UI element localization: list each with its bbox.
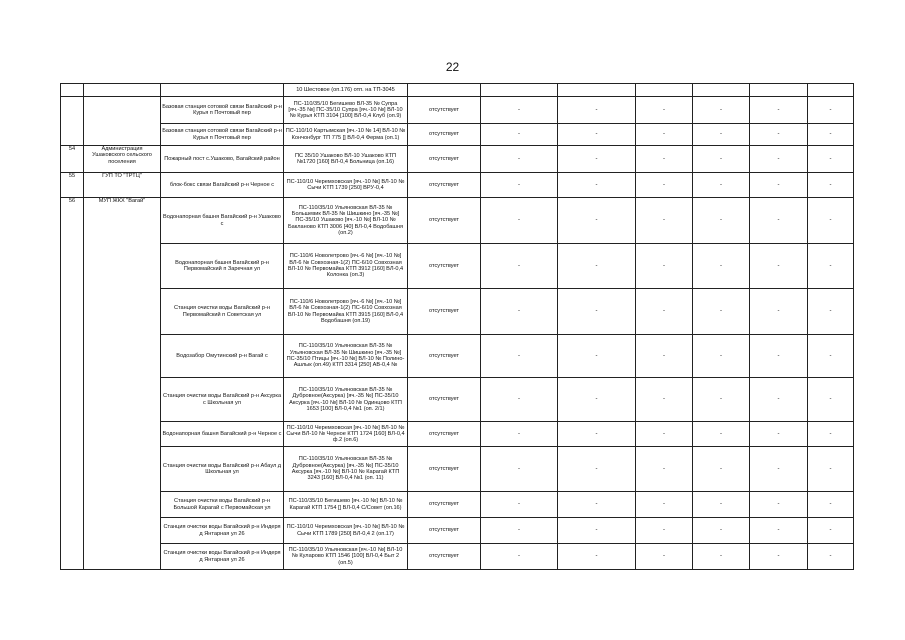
table-row bbox=[61, 289, 854, 335]
value-cell: - bbox=[481, 378, 558, 422]
value-cell: - bbox=[558, 378, 636, 422]
organization-cell bbox=[84, 84, 161, 97]
value-cell: - bbox=[808, 173, 854, 198]
object-cell: Станция очистки воды Вагайский р-н Большой Карагай с Первомайская ул bbox=[161, 492, 284, 518]
route-cell: ПС-110/10 Картымская [яч.-10 № 14] ВЛ-10 № Кончонбург ТП 775 [] ВЛ-0,4 Ферма (оп.1) bbox=[284, 124, 408, 146]
route-cell: 10 Шестовое (оп.176) отп. на ТП-3045 bbox=[284, 84, 408, 97]
organization-cell bbox=[84, 97, 161, 146]
value-cell: - bbox=[750, 146, 808, 173]
value-cell: - bbox=[808, 447, 854, 492]
page-number: 22 bbox=[445, 60, 460, 74]
data-table bbox=[60, 83, 854, 570]
status-cell: отсутствует bbox=[408, 289, 481, 335]
value-cell: - bbox=[558, 198, 636, 244]
table-row bbox=[61, 146, 854, 173]
row-number: 54 bbox=[61, 146, 84, 173]
value-cell: - bbox=[636, 97, 693, 124]
status-cell: отсутствует bbox=[408, 244, 481, 289]
table-row bbox=[61, 422, 854, 447]
value-cell: - bbox=[750, 544, 808, 570]
value-cell: - bbox=[636, 173, 693, 198]
route-cell: ПС-110/35/10 Ульяновская [яч.-10 №] ВЛ-10 № Куларово КТП 1546 [100] ВЛ-0,4 Быт 2 (оп.5) bbox=[284, 544, 408, 570]
status-cell: отсутствует bbox=[408, 146, 481, 173]
value-cell: - bbox=[481, 492, 558, 518]
value-cell: - bbox=[750, 518, 808, 544]
value-cell: - bbox=[481, 198, 558, 244]
value-cell: - bbox=[481, 124, 558, 146]
table-row bbox=[61, 378, 854, 422]
object-cell: Станция очистки воды Вагайский р-н Индеря д Янтарная ул 26 bbox=[161, 544, 284, 570]
value-cell: - bbox=[750, 173, 808, 198]
status-cell: отсутствует bbox=[408, 518, 481, 544]
status-cell: отсутствует bbox=[408, 447, 481, 492]
value-cell: - bbox=[558, 289, 636, 335]
object-cell: Станция очистки воды Вагайский р-н Аксурка с Школьная ул bbox=[161, 378, 284, 422]
value-cell: - bbox=[558, 124, 636, 146]
value-cell: - bbox=[808, 146, 854, 173]
object-cell: Водонапорная башня Вагайский р-н Ушаково с bbox=[161, 198, 284, 244]
table-row bbox=[61, 335, 854, 378]
status-cell: отсутствует bbox=[408, 173, 481, 198]
value-cell: - bbox=[636, 198, 693, 244]
value-cell: - bbox=[636, 422, 693, 447]
value-cell: - bbox=[481, 97, 558, 124]
value-cell: - bbox=[693, 289, 750, 335]
object-cell: Базовая станция сотовой связи Вагайский р-н Курья п Почтовый пер bbox=[161, 124, 284, 146]
value-cell bbox=[481, 84, 558, 97]
value-cell bbox=[636, 84, 693, 97]
value-cell bbox=[750, 84, 808, 97]
value-cell: - bbox=[750, 244, 808, 289]
row-number bbox=[61, 84, 84, 97]
route-cell: ПС-110/35/10 Ульяновская ВЛ-35 № Ульяновская ВЛ-35 № Шишкино [яч.-35 №] ПС-35/10 Птицы [яч.-10 №] ВЛ-10 № Полино-Ашлык (оп.49) КТП 3314 [250] АВ-0,4 № bbox=[284, 335, 408, 378]
value-cell: - bbox=[558, 244, 636, 289]
status-cell: отсутствует bbox=[408, 492, 481, 518]
value-cell: - bbox=[558, 422, 636, 447]
value-cell: - bbox=[750, 198, 808, 244]
organization-cell: Администрация Ушаковского сельского поселения bbox=[84, 146, 161, 173]
route-cell: ПС-110/6 Новолетрово [яч.-6 №] [яч.-10 №] ВЛ-6 № Совхозная-1(2) ПС-6/10 Совхозная ВЛ-10 № Первомайка КТП 3915 [160] ВЛ-0,4 Водобашня (оп.19) bbox=[284, 289, 408, 335]
value-cell: - bbox=[750, 289, 808, 335]
value-cell: - bbox=[693, 146, 750, 173]
value-cell: - bbox=[750, 335, 808, 378]
value-cell: - bbox=[558, 173, 636, 198]
value-cell: - bbox=[636, 244, 693, 289]
value-cell: - bbox=[636, 124, 693, 146]
value-cell: - bbox=[636, 335, 693, 378]
value-cell: - bbox=[808, 518, 854, 544]
value-cell: - bbox=[481, 544, 558, 570]
value-cell: - bbox=[750, 97, 808, 124]
status-cell bbox=[408, 84, 481, 97]
value-cell: - bbox=[636, 492, 693, 518]
value-cell: - bbox=[808, 335, 854, 378]
value-cell: - bbox=[808, 124, 854, 146]
value-cell: - bbox=[481, 173, 558, 198]
value-cell: - bbox=[693, 124, 750, 146]
route-cell: ПС-110/35/10 Ульяновская ВЛ-35 № Большевик ВЛ-35 № Шишкино [яч.-35 №] ПС-35/10 Ушаково [яч.-10 №] ВЛ-10 № Бакланово КТП 3006 [40] ВЛ-0,4 Водобашня (оп.2) bbox=[284, 198, 408, 244]
value-cell: - bbox=[808, 289, 854, 335]
value-cell: - bbox=[558, 447, 636, 492]
value-cell: - bbox=[558, 518, 636, 544]
object-cell: Базовая станция сотовой связи Вагайский р-н Курья п Почтовый пер bbox=[161, 97, 284, 124]
value-cell: - bbox=[481, 422, 558, 447]
status-cell: отсутствует bbox=[408, 378, 481, 422]
value-cell: - bbox=[808, 422, 854, 447]
value-cell: - bbox=[636, 378, 693, 422]
value-cell: - bbox=[750, 447, 808, 492]
value-cell: - bbox=[750, 492, 808, 518]
row-number: 55 bbox=[61, 173, 84, 198]
object-cell: Пожарный пост с.Ушаково, Вагайский район bbox=[161, 146, 284, 173]
object-cell: Станция очистки воды Вагайский р-н Абаул д Школьная ул bbox=[161, 447, 284, 492]
value-cell: - bbox=[481, 244, 558, 289]
table-row bbox=[61, 124, 854, 146]
value-cell: - bbox=[808, 97, 854, 124]
value-cell: - bbox=[481, 289, 558, 335]
table-row bbox=[61, 97, 854, 124]
value-cell: - bbox=[693, 335, 750, 378]
route-cell: ПС-110/35/10 Бегишево [яч.-10 №] ВЛ-10 № Карагай КТП 1754 [] ВЛ-0,4 С/Совет (оп.16) bbox=[284, 492, 408, 518]
value-cell bbox=[808, 84, 854, 97]
route-cell: ПС-110/35/10 Ульяновская ВЛ-35 № Дубровное(Аксурка) [яч.-35 №] ПС-35/10 Аксурка [яч.-10 №] ВЛ-10 № Карагай КТП 3243 [160] ВЛ-0,4 №1 (оп. 11) bbox=[284, 447, 408, 492]
value-cell: - bbox=[558, 544, 636, 570]
value-cell: - bbox=[636, 544, 693, 570]
value-cell: - bbox=[636, 447, 693, 492]
value-cell: - bbox=[750, 422, 808, 447]
object-cell: Водонапорная башня Вагайский р-н Первомайский п Заречная ул bbox=[161, 244, 284, 289]
status-cell: отсутствует bbox=[408, 198, 481, 244]
value-cell: - bbox=[558, 146, 636, 173]
route-cell: ПС-110/10 Черемховская [яч.-10 №] ВЛ-10 № Сычи ВЛ-10 № Черное КТП 1724 [160] ВЛ-0,4 ф.2 (оп.6) bbox=[284, 422, 408, 447]
value-cell: - bbox=[558, 335, 636, 378]
organization-cell: МУП ЖКХ "Вагай" bbox=[84, 198, 161, 570]
value-cell: - bbox=[481, 146, 558, 173]
route-cell: ПС-110/10 Черемховская [яч.-10 №] ВЛ-10 № Сычи КТП 1739 [250] ВРУ-0,4 bbox=[284, 173, 408, 198]
object-cell: Водозабор Омутинский р-н Вагай с bbox=[161, 335, 284, 378]
value-cell: - bbox=[693, 422, 750, 447]
table-row bbox=[61, 492, 854, 518]
value-cell: - bbox=[481, 447, 558, 492]
row-number bbox=[61, 97, 84, 146]
value-cell: - bbox=[558, 492, 636, 518]
route-cell: ПС 35/10 Ушаково ВЛ-10 Ушаково КТП №1720 [160] ВЛ-0,4 Больница (оп.16) bbox=[284, 146, 408, 173]
object-cell: Водонапорная башня Вагайский р-н Черное с bbox=[161, 422, 284, 447]
value-cell: - bbox=[750, 124, 808, 146]
value-cell: - bbox=[558, 97, 636, 124]
value-cell: - bbox=[808, 492, 854, 518]
value-cell: - bbox=[693, 173, 750, 198]
value-cell: - bbox=[693, 97, 750, 124]
value-cell: - bbox=[808, 198, 854, 244]
value-cell: - bbox=[693, 378, 750, 422]
status-cell: отсутствует bbox=[408, 335, 481, 378]
value-cell: - bbox=[481, 335, 558, 378]
status-cell: отсутствует bbox=[408, 97, 481, 124]
status-cell: отсутствует bbox=[408, 422, 481, 447]
value-cell: - bbox=[693, 198, 750, 244]
organization-cell: ГУП ТО "ТРТЦ" bbox=[84, 173, 161, 198]
value-cell: - bbox=[808, 544, 854, 570]
status-cell: отсутствует bbox=[408, 544, 481, 570]
value-cell: - bbox=[636, 289, 693, 335]
row-number: 56 bbox=[61, 198, 84, 570]
value-cell: - bbox=[636, 146, 693, 173]
value-cell: - bbox=[693, 544, 750, 570]
object-cell: Станция очистки воды Вагайский р-н Индеря д Янтарная ул 26 bbox=[161, 518, 284, 544]
table-row bbox=[61, 198, 854, 244]
table-row bbox=[61, 447, 854, 492]
value-cell: - bbox=[693, 518, 750, 544]
value-cell: - bbox=[693, 244, 750, 289]
value-cell: - bbox=[481, 518, 558, 544]
table-row bbox=[61, 84, 854, 97]
table-row bbox=[61, 518, 854, 544]
value-cell: - bbox=[636, 518, 693, 544]
object-cell: блок-бокс связи Вагайский р-н Черное с bbox=[161, 173, 284, 198]
value-cell: - bbox=[808, 244, 854, 289]
value-cell: - bbox=[693, 447, 750, 492]
value-cell: - bbox=[750, 378, 808, 422]
route-cell: ПС-110/35/10 Бегишево ВЛ-35 № Супра [яч.-35 №] ПС-35/10 Супра [яч.-10 №] ВЛ-10 № Курья КТП 3104 [100] ВЛ-0,4 Клуб (оп.9) bbox=[284, 97, 408, 124]
table-row bbox=[61, 173, 854, 198]
route-cell: ПС-110/10 Черемховская [яч.-10 №] ВЛ-10 № Сычи КТП 1789 [250] ВЛ-0,4 2 (оп.17) bbox=[284, 518, 408, 544]
value-cell: - bbox=[693, 492, 750, 518]
value-cell bbox=[558, 84, 636, 97]
value-cell bbox=[693, 84, 750, 97]
object-cell bbox=[161, 84, 284, 97]
route-cell: ПС-110/6 Новолетрово [яч.-6 №] [яч.-10 №] ВЛ-6 № Совхозная-1(2) ПС-6/10 Совхозная ВЛ-10 № Первомайка КТП 3912 [160] ВЛ-0,4 Колонка (оп.3) bbox=[284, 244, 408, 289]
value-cell: - bbox=[808, 378, 854, 422]
status-cell: отсутствует bbox=[408, 124, 481, 146]
object-cell: Станция очистки воды Вагайский р-н Первомайский п Советская ул bbox=[161, 289, 284, 335]
table-row bbox=[61, 244, 854, 289]
table-row bbox=[61, 544, 854, 570]
route-cell: ПС-110/35/10 Ульяновская ВЛ-35 № Дубровное(Аксурка) [яч.-35 №] ПС-35/10 Аксурка [яч.-10 №] ВЛ-10 № Одинцово КТП 1653 [100] ВЛ-0,4 №1 (оп. 2/1) bbox=[284, 378, 408, 422]
